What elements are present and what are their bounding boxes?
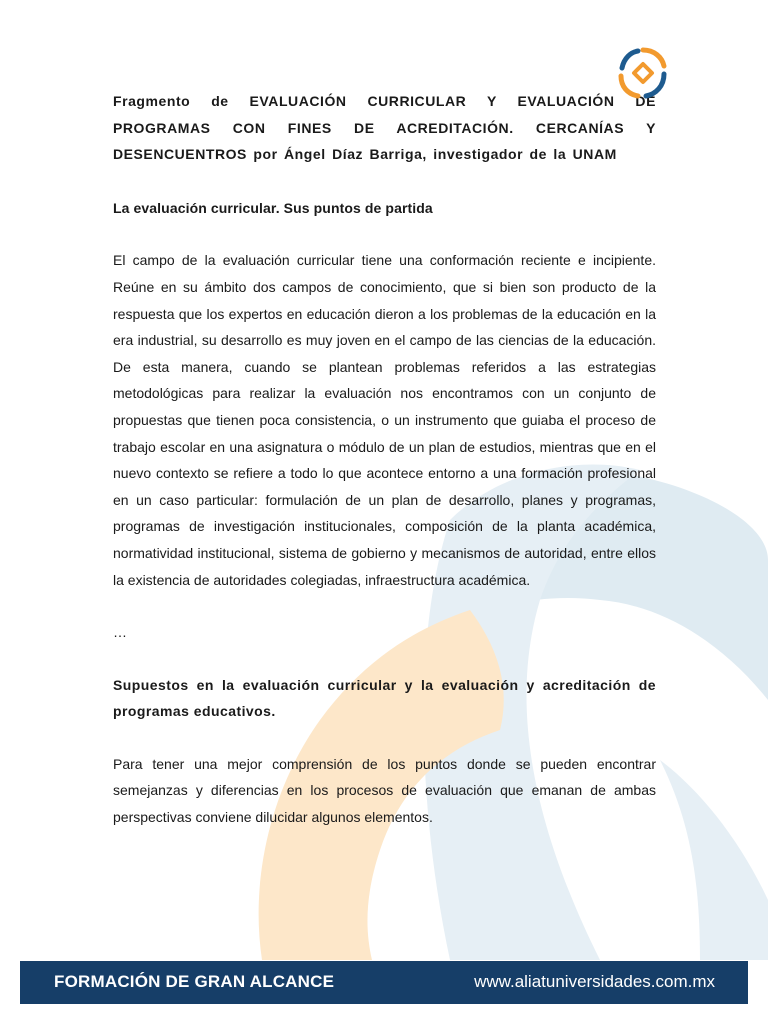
footer-website: www.aliatuniversidades.com.mx <box>474 972 715 991</box>
ellipsis-separator: … <box>113 624 127 641</box>
document-body <box>113 88 656 831</box>
watermark-blue-right <box>660 760 768 960</box>
document-title: Fragmento de EVALUACIÓN CURRICULAR Y EVALUACIÓN DE PROGRAMAS CON FINES DE ACREDITACIÓN. CERCANÍAS Y DESENCUENTROS por Ángel Díaz Barriga, investigador de la UNAM <box>113 93 656 163</box>
section1-paragraph: El campo de la evaluación curricular tiene una conformación reciente e incipiente. Reúne en su ámbito dos campos de conocimiento, que si bien son producto de la respuesta que los expertos en educación dieron a los problemas de la educación en la era industrial, su desarrollo es muy joven en el campo de las ciencias de la educación. De esta manera, cuando se plantean problemas referidos a las estrategias metodológicas para realizar la evaluación nos encontramos con un conjunto de propuestas que tienen poca consistencia, o un instrumento que guiaba el proceso de trabajo escolar en una asignatura o módulo de un plan de estudios, mientras que en el nuevo contexto se refiere a todo lo que acontece entorno a una formación profesional en un caso particular: formulación de un plan de desarrollo, planes y programas, programas de investigación institucionales, composición de la planta académica, normatividad institucional, sistema de gobierno y mecanismos de autoridad, entre ellos la existencia de autoridades colegiadas, infraestructura académica. <box>113 252 656 588</box>
aliat-logo-icon <box>614 44 672 102</box>
section2-heading: Supuestos en la evaluación curricular y la evaluación y acreditación de programas educativos. <box>113 676 656 720</box>
footer-slogan: FORMACIÓN DE GRAN ALCANCE <box>54 972 335 991</box>
footer-banner <box>20 961 748 1004</box>
section1-heading: La evaluación curricular. Sus puntos de partida <box>113 199 433 216</box>
section2-paragraph: Para tener una mejor comprensión de los puntos donde se pueden encontrar semejanzas y diferencias en los procesos de evaluación que emanan de ambas perspectivas conviene dilucidar algunos elementos. <box>113 755 656 826</box>
